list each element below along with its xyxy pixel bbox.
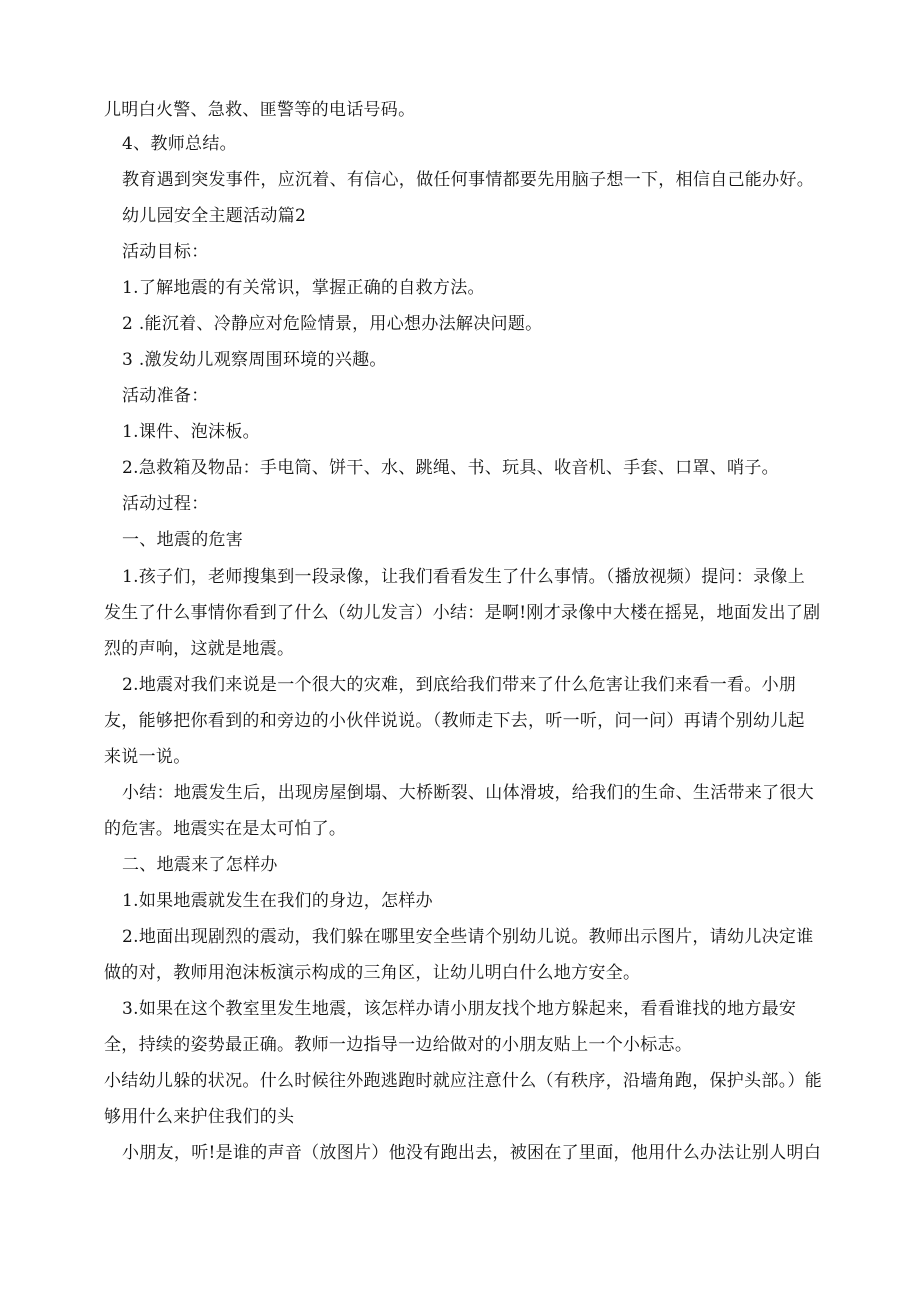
text-line: 活动过程：	[122, 494, 209, 514]
text-line: 一、地震的危害	[122, 530, 244, 550]
text-line: 烈的声响，这就是地震。	[104, 639, 295, 659]
text-line: 3.如果在这个教室里发生地震，该怎样办请小朋友找个地方躲起来，看看谁找的地方最安	[122, 999, 797, 1019]
text-line: 4、教师总结。	[122, 134, 237, 154]
text-line: 小朋友，听!是谁的声音（放图片）他没有跑出去，被困在了里面，他用什么办法让别人明白	[122, 1143, 822, 1163]
text-line: 2 .能沉着、冷静应对危险情景，用心想办法解决问题。	[122, 314, 543, 334]
text-line: 全，持续的姿势最正确。教师一边指导一边给做对的小朋友贴上一个小标志。	[104, 1035, 693, 1055]
text-line: 来说一说。	[104, 747, 191, 767]
text-line: 2.地面出现剧烈的震动，我们躲在哪里安全些请个别幼儿说。教师出示图片，请幼儿决定谁	[122, 927, 814, 947]
text-line: 2.急救箱及物品：手电筒、饼干、水、跳绳、书、玩具、收音机、手套、口罩、哨子。	[122, 458, 779, 478]
section-heading: 幼儿园安全主题活动篇2	[122, 206, 307, 226]
text-line: 友，能够把你看到的和旁边的小伙伴说说。（教师走下去，听一听，问一问）再请个别幼儿起	[104, 711, 805, 731]
text-line: 做的对，教师用泡沫板演示构成的三角区，让幼儿明白什么地方安全。	[104, 963, 641, 983]
text-line: 1.如果地震就发生在我们的身边，怎样办	[122, 891, 433, 911]
text-line: 活动目标：	[122, 242, 209, 262]
text-line: 1.孩子们，老师搜集到一段录像，让我们看看发生了什么事情。（播放视频）提问：录像上	[122, 567, 806, 587]
text-line: 的危害。地震实在是太可怕了。	[104, 819, 347, 839]
text-line: 儿明白火警、急救、匪警等的电话号码。	[104, 100, 416, 120]
text-line: 发生了什么事情你看到了什么（幼儿发言）小结：是啊!刚才录像中大楼在摇晃，地面发出了剧	[104, 603, 821, 623]
text-line: 1.了解地震的有关常识，掌握正确的自救方法。	[122, 278, 485, 298]
text-line: 3 .激发幼儿观察周围环境的兴趣。	[122, 350, 387, 370]
text-line: 二、地震来了怎样办	[122, 855, 278, 875]
text-line: 教育遇到突发事件，应沉着、有信心，做任何事情都要先用脑子想一下，相信自己能办好。	[122, 170, 814, 190]
text-line: 小结：地震发生后，出现房屋倒塌、大桥断裂、山体滑坡，给我们的生命、生活带来了很大	[122, 783, 814, 803]
text-line: 2.地震对我们来说是一个很大的灾难，到底给我们带来了什么危害让我们来看一看。小朋	[122, 675, 797, 695]
text-line: 1.课件、泡沫板。	[122, 422, 260, 442]
text-line: 活动准备：	[122, 386, 209, 406]
text-line: 小结幼儿躲的状况。什么时候往外跑逃跑时就应注意什么（有秩序，沿墙角跑，保护头部。）能	[104, 1071, 823, 1091]
text-line: 够用什么来护住我们的头	[104, 1107, 295, 1127]
